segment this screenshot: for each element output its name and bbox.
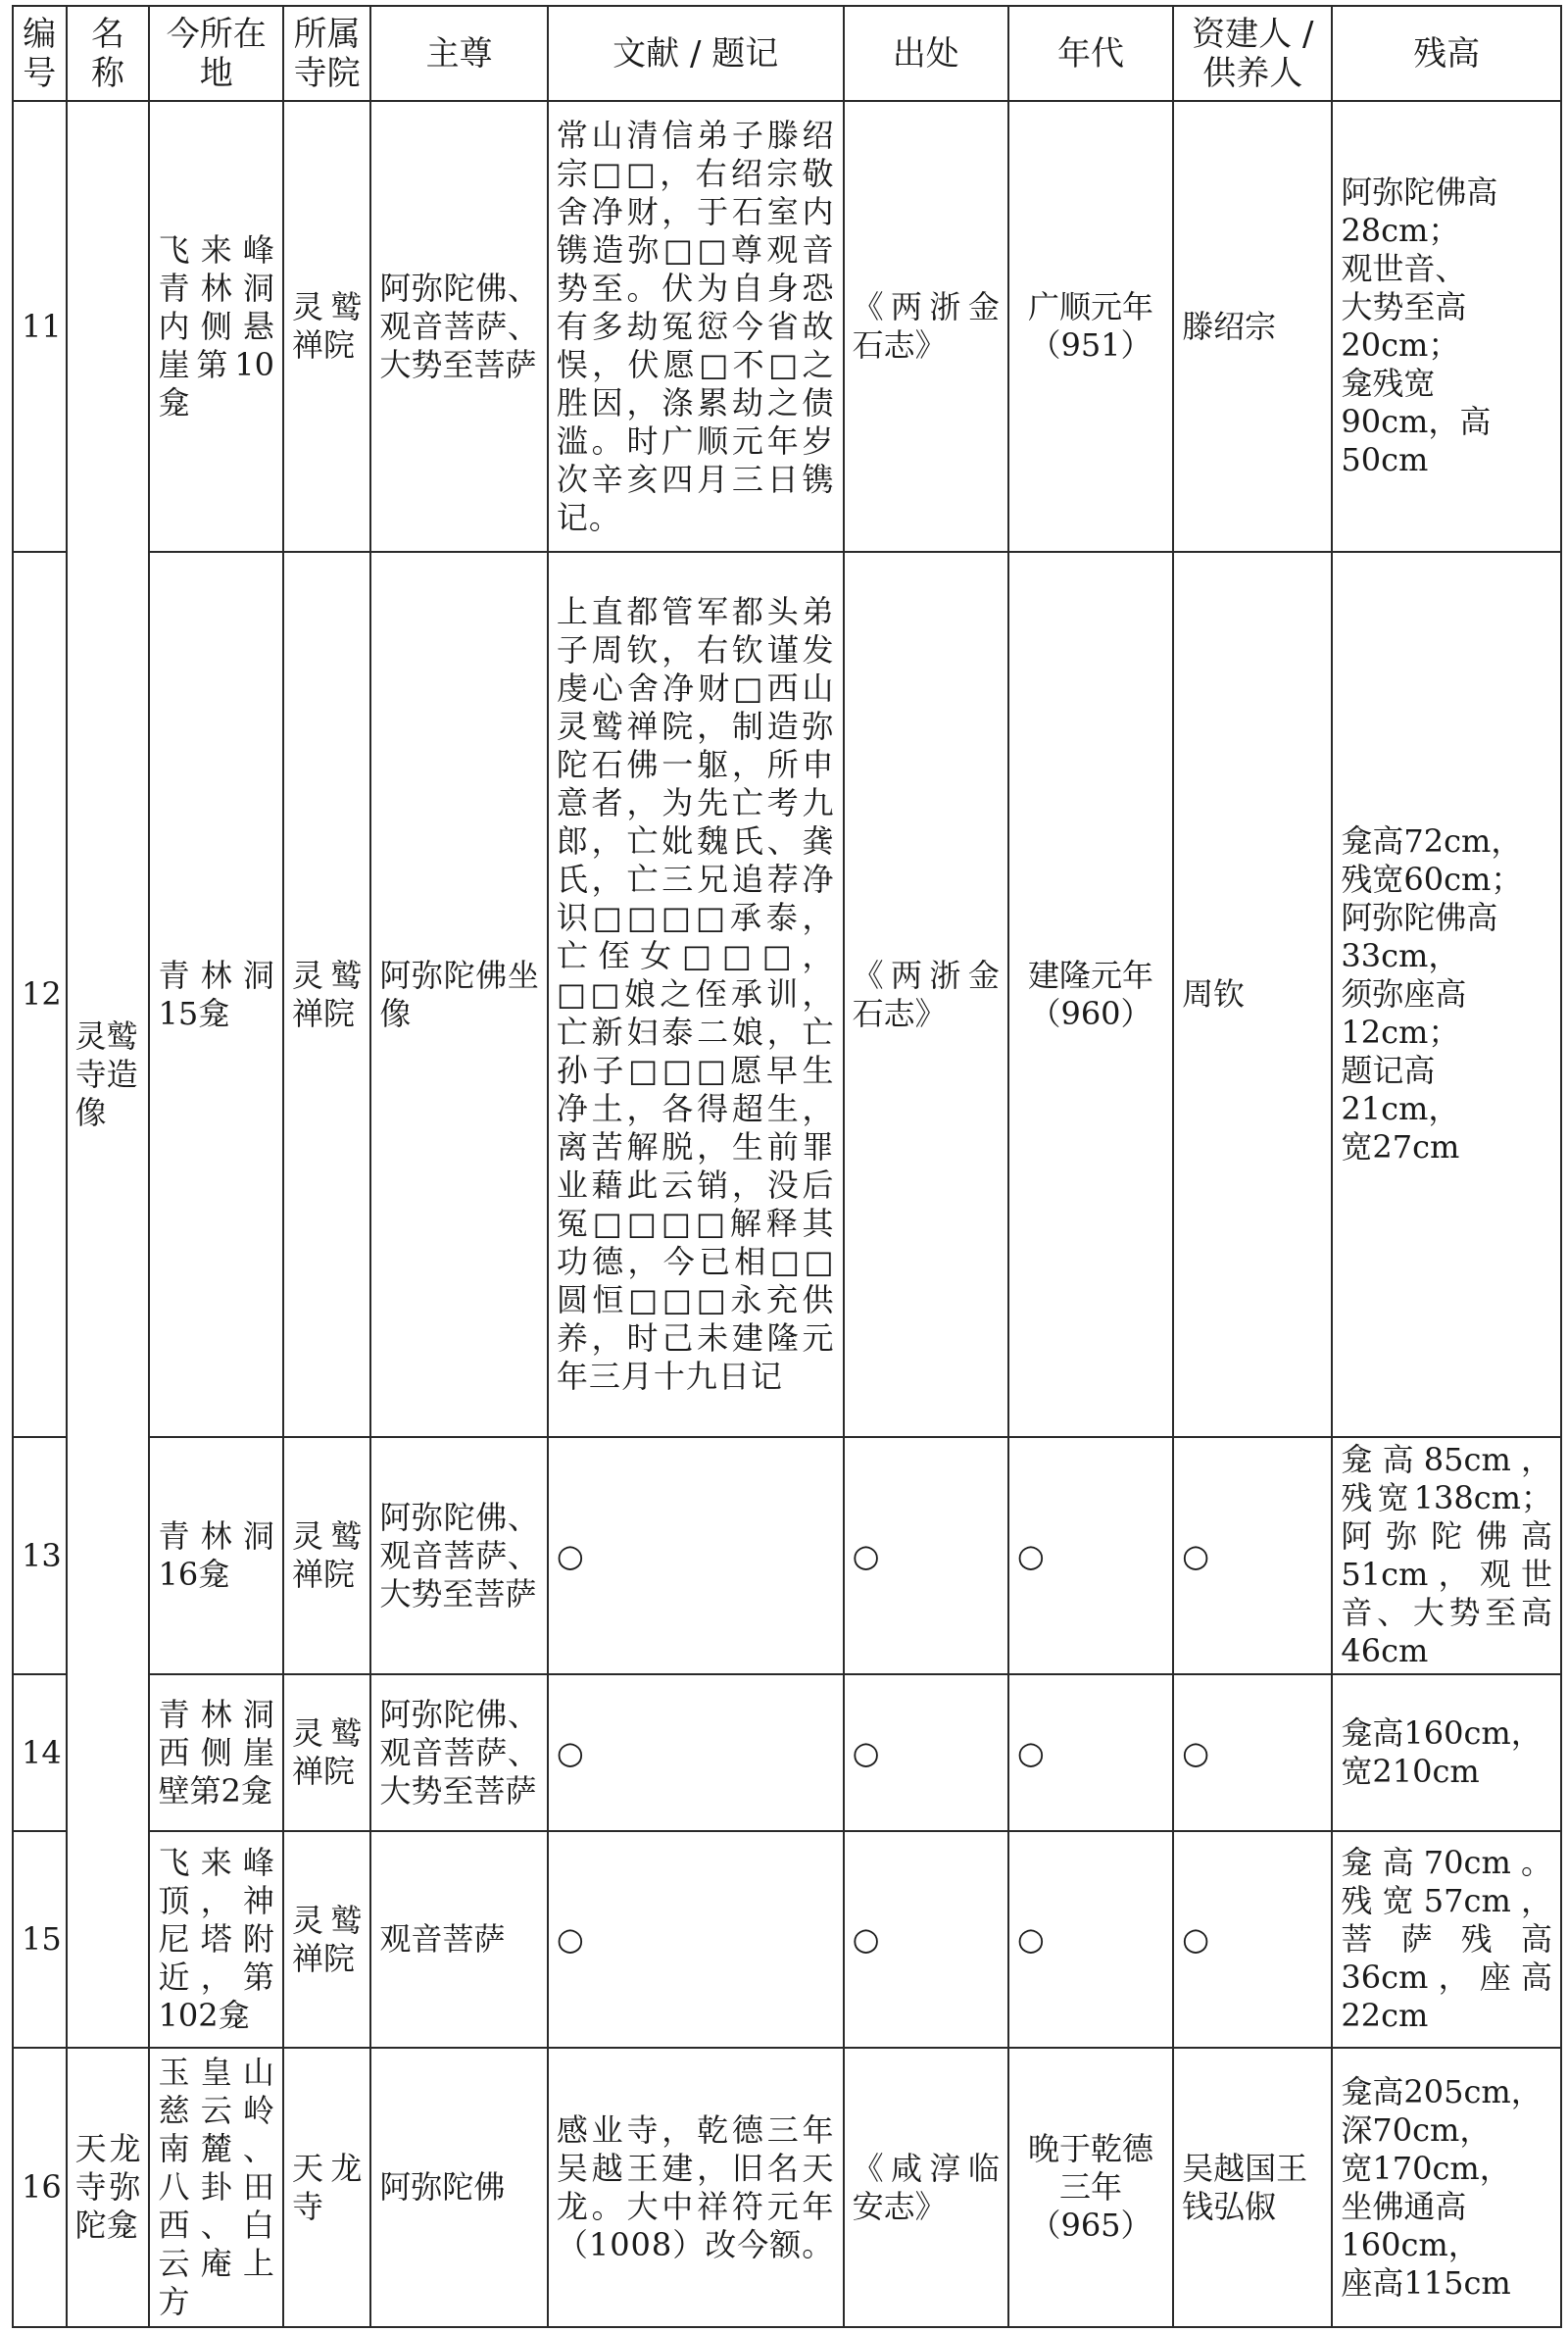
row-date: ○ (1008, 1437, 1173, 1674)
table-row (13, 101, 1561, 552)
table-row (13, 1437, 1561, 1674)
row-inscription: 感业寺，乾德三年吴越王建，旧名天龙。大中祥符元年（1008）改今额。 (548, 2048, 844, 2327)
row-donor: 滕绍宗 (1173, 101, 1332, 552)
table-row (13, 1674, 1561, 1831)
row-location: 玉皇山慈云岭南麓、八卦田西、白云庵上方 (149, 2048, 282, 2327)
row-deity: 阿弥陀佛坐像 (370, 552, 547, 1437)
row-id: 13 (13, 1437, 67, 1674)
row-inscription: ○ (548, 1831, 844, 2048)
row-source: 《咸淳临安志》 (844, 2048, 1008, 2327)
row-inscription: 常山清信弟子滕绍宗□□，右绍宗敬舍净财，于石室内镌造弥□□尊观音势至。伏为自身恐有多劫冤愆今省故悮，伏愿□不□之胜因，涤累劫之债滥。时广顺元年岁次辛亥四月三日镌记。 (548, 101, 844, 552)
row-id: 15 (13, 1831, 67, 2048)
row-temple: 灵鹫禅院 (283, 1437, 370, 1674)
table-row (13, 2048, 1561, 2327)
table-row (13, 1831, 1561, 2048)
header-dimensions: 残高 (1332, 6, 1561, 101)
header-name: 名称 (67, 6, 150, 101)
row-date: ○ (1008, 1674, 1173, 1831)
row-donor: ○ (1173, 1674, 1332, 1831)
row-temple: 灵鹫禅院 (283, 1674, 370, 1831)
row-donor: ○ (1173, 1437, 1332, 1674)
row-deity: 阿弥陀佛、观音菩萨、大势至菩萨 (370, 1674, 547, 1831)
row-inscription: ○ (548, 1437, 844, 1674)
row-donor: 吴越国王 钱弘俶 (1173, 2048, 1332, 2327)
row-location: 飞来峰顶，神尼塔附近，第102龛 (149, 1831, 282, 2048)
row-deity: 阿弥陀佛、观音菩萨、大势至菩萨 (370, 101, 547, 552)
row-donor: ○ (1173, 1831, 1332, 2048)
row-id: 14 (13, 1674, 67, 1831)
header-id: 编 号 (13, 6, 67, 101)
row-donor: 周钦 (1173, 552, 1332, 1437)
row-dimensions: 龛高160cm， 宽210cm (1332, 1674, 1561, 1831)
row-deity: 阿弥陀佛、观音菩萨、大势至菩萨 (370, 1437, 547, 1674)
row-location: 青林洞16龛 (149, 1437, 282, 1674)
row-id: 11 (13, 101, 67, 552)
row-dimensions: 龛高70cm。残宽57cm，菩萨残高36cm，座高22cm (1332, 1831, 1561, 2048)
row-id: 16 (13, 2048, 67, 2327)
row-date: ○ (1008, 1831, 1173, 2048)
header-row (13, 6, 1561, 101)
row-date: 广顺元年 （951） (1008, 101, 1173, 552)
header-date: 年代 (1008, 6, 1173, 101)
row-source: 《两浙金石志》 (844, 552, 1008, 1437)
statue-record-table (12, 5, 1562, 2328)
row-inscription: 上直都管军都头弟子周钦，右钦谨发虔心舍净财□西山灵鹫禅院，制造弥陀石佛一躯，所申意者，为先亡考九郎，亡妣魏氏、龚氏，亡三兄追荐净识□□□□承泰，亡侄女□□□，□□娘之侄承训，亡新妇泰二娘，亡孙子□□□愿早生净土，各得超生，离苦解脱，生前罪业藉此云销，没后冤□□□□解释其功德，今已相□□圆恒□□□永充供养，时己未建隆元年三月十九日记 (548, 552, 844, 1437)
table-row (13, 552, 1561, 1437)
row-location: 飞来峰青林洞内侧悬崖第10龛 (149, 101, 282, 552)
row-source: ○ (844, 1437, 1008, 1674)
row-source: ○ (844, 1831, 1008, 2048)
header-source: 出处 (844, 6, 1008, 101)
row-temple: 灵鹫禅院 (283, 101, 370, 552)
row-source: 《两浙金石志》 (844, 101, 1008, 552)
header-inscription: 文献 / 题记 (548, 6, 844, 101)
row-dimensions: 龛高85cm，残宽138cm；阿弥陀佛高51cm，观世音、大势至高46cm (1332, 1437, 1561, 1674)
row-date: 晚于乾德三年 （965） (1008, 2048, 1173, 2327)
row-deity: 阿弥陀佛 (370, 2048, 547, 2327)
header-donor: 资建人 / 供养人 (1173, 6, 1332, 101)
header-deity: 主尊 (370, 6, 547, 101)
row-dimensions: 阿弥陀佛高 28cm； 观世音、 大势至高 20cm； 龛残宽 90cm，高 50cm (1332, 101, 1561, 552)
header-temple: 所属 寺院 (283, 6, 370, 101)
row-location: 青林洞西侧崖壁第2龛 (149, 1674, 282, 1831)
row-deity: 观音菩萨 (370, 1831, 547, 2048)
row-inscription: ○ (548, 1674, 844, 1831)
row-dimensions: 龛高205cm， 深70cm， 宽170cm， 坐佛通高 160cm， 座高115cm (1332, 2048, 1561, 2327)
row-id: 12 (13, 552, 67, 1437)
header-location: 今所在 地 (149, 6, 282, 101)
row-temple: 天龙寺 (283, 2048, 370, 2327)
row-source: ○ (844, 1674, 1008, 1831)
row-temple: 灵鹫禅院 (283, 1831, 370, 2048)
group-name: 灵鹫 寺造 像 (67, 101, 150, 2048)
row-location: 青林洞15龛 (149, 552, 282, 1437)
row-dimensions: 龛高72cm， 残宽60cm； 阿弥陀佛高 33cm， 须弥座高 12cm； 题记高 21cm， 宽27cm (1332, 552, 1561, 1437)
row-name: 天龙寺弥陀龛 (67, 2048, 150, 2327)
row-date: 建隆元年 （960） (1008, 552, 1173, 1437)
row-temple: 灵鹫禅院 (283, 552, 370, 1437)
